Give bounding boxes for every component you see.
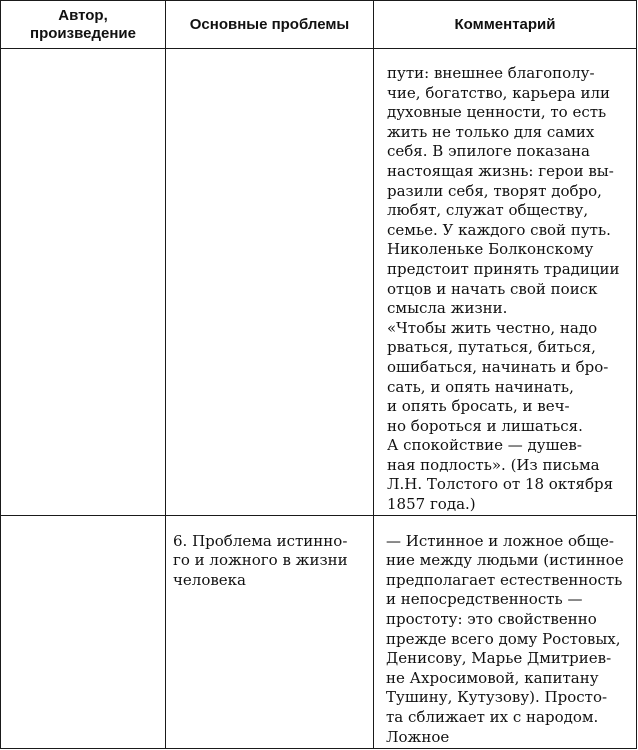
header-row bbox=[1, 1, 637, 49]
table-row bbox=[1, 515, 637, 748]
table-row bbox=[1, 49, 637, 516]
comment-cell bbox=[374, 515, 637, 748]
problem-cell bbox=[166, 515, 374, 748]
problem-cell bbox=[166, 49, 374, 516]
header-author: Автор, произведение bbox=[1, 1, 166, 49]
header-problems: Основные проблемы bbox=[166, 1, 374, 49]
comment-text: пути: внешнее благополу- чие, богатство, карьера или духовные ценности, то есть жить не только для самих себя. В эпилоге показана настоящая жизнь: герои вы- разили себя, творят добро, любят, служат обществу, семье. У каждого свой путь. Николеньке Болконскому предстоит принять традиции отцов и начать свой поиск смысла жизни. «Чтобы жить честно, надо рваться, путаться, биться, ошибаться, начинать и бро- сать, и опять начинать, и опять бросать, и веч- но бороться и лишаться. А спокойствие — душев- ная подлость». (Из письма Л.Н. Толстого от 18 октября 1857 года.) bbox=[387, 64, 620, 514]
author-cell bbox=[1, 49, 166, 516]
problem-text: 6. Проблема истинно- го и ложного в жизни человека bbox=[173, 531, 348, 589]
author-cell bbox=[1, 515, 166, 748]
comment-text: — Истинное и ложное обще- ние между людьми (истинное предполагает естественность и непосредственность — простоту: это свойственно прежде всего дому Ростовых, Денисову, Марье Дмитриев- не Ахросимовой, капитану Тушину, Кутузову). Просто- та сближает их с народом. Ложное bbox=[386, 531, 624, 746]
comment-cell bbox=[374, 49, 637, 516]
header-comment: Комментарий bbox=[374, 1, 637, 49]
